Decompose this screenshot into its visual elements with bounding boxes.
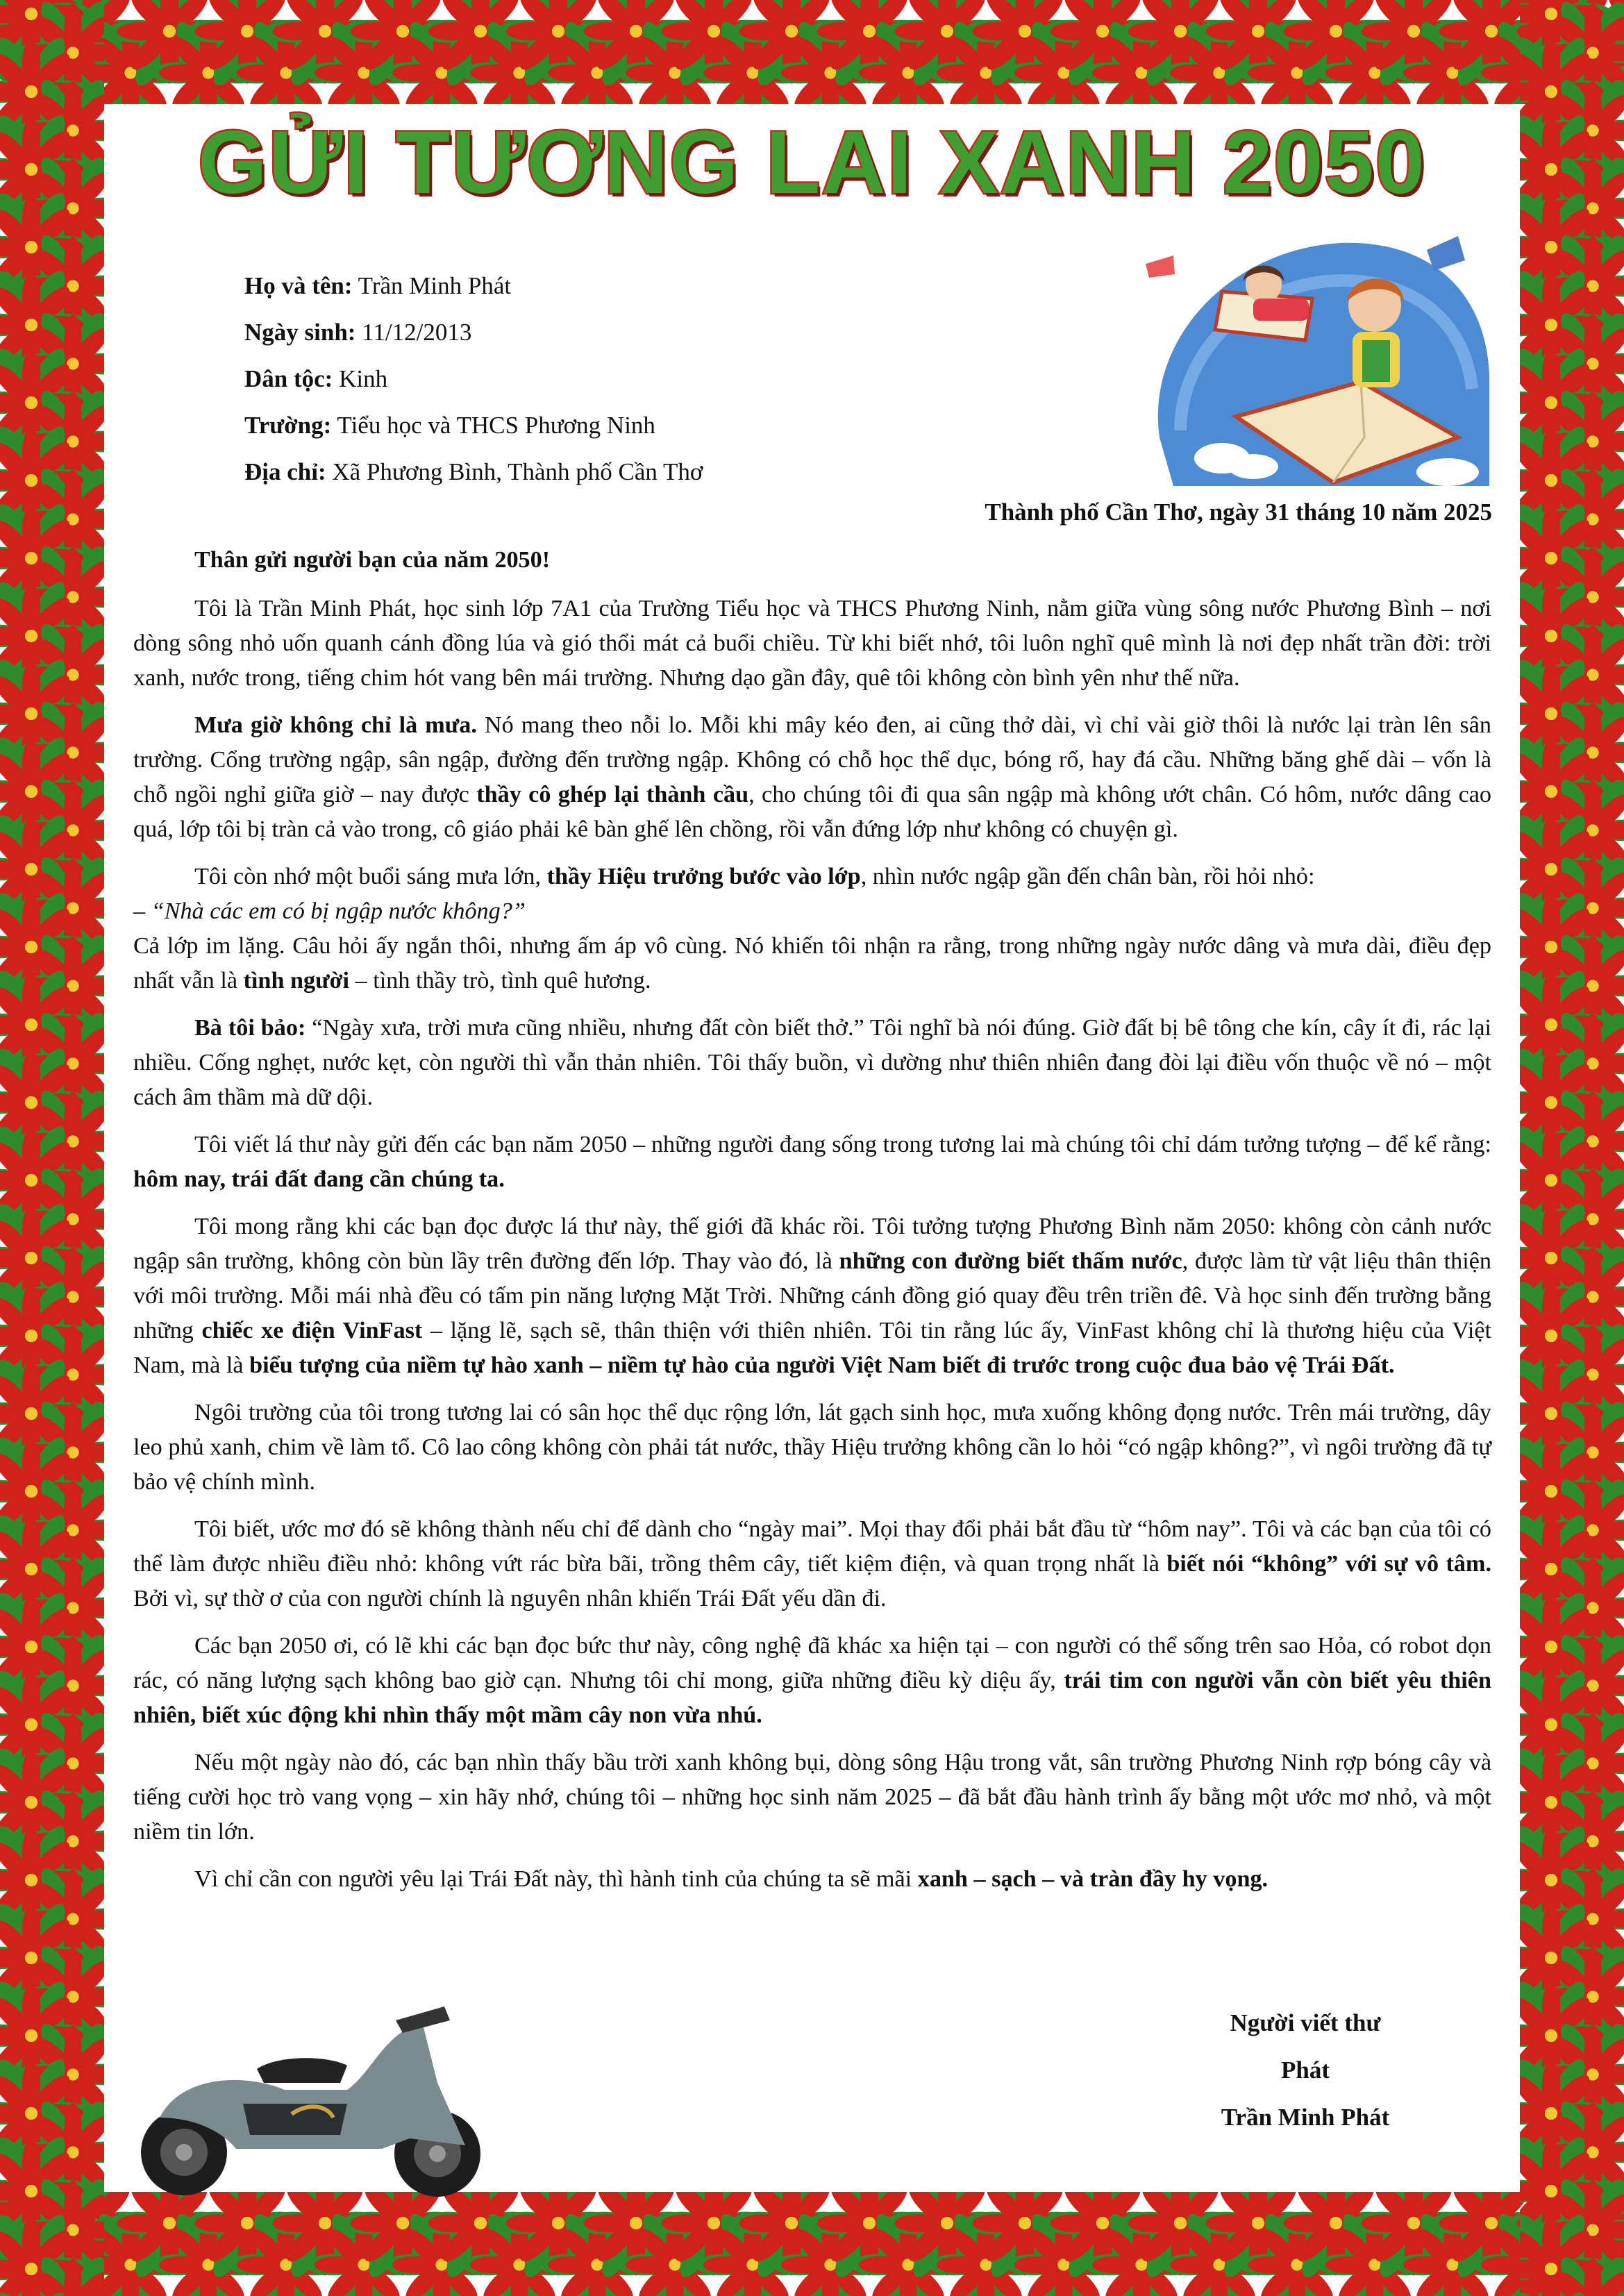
signature-role: Người viết thư: [1230, 2009, 1381, 2036]
electric-scooter-image: [118, 2000, 507, 2208]
info-label: Họ và tên:: [244, 272, 353, 299]
bold-text: Bà tôi bảo:: [194, 1015, 306, 1041]
bold-text: xanh – sạch – và tràn đầy hy vọng.: [917, 1866, 1269, 1892]
children-reading-illustration: [1132, 208, 1493, 500]
info-label: Ngày sinh:: [244, 319, 356, 346]
bold-text: biểu tượng của niềm tự hào xanh – niềm tự hào của người Việt Nam biết đi trước trong cuộc đua bảo vệ Trái Đất.: [249, 1352, 1395, 1378]
text-run: Cả lớp im lặng. Câu hỏi ấy ngắn thôi, nhưng ấm áp vô cùng. Nó khiến tôi nhận ra rằng, trong những ngày nước dâng và mưa dài, điều đẹp nhất vẫn là: [133, 933, 1491, 994]
text-run: – lặng lẽ, sạch sẽ, thân thiện với thiên nhiên. Tôi tin rằng lúc ấy, VinFast không chỉ là thương hiệu của Việt Nam, mà là: [133, 1318, 1491, 1378]
text-run: Tôi viết lá thư này gửi đến các bạn năm 2050 – những người đang sống trong tương lai mà chúng tôi chỉ dám tưởng tượng – để kể rằng:: [194, 1132, 1491, 1157]
bold-text: Mưa giờ không chỉ là mưa.: [194, 712, 477, 738]
letter-paragraph: [133, 1396, 1491, 1500]
text-run: Tôi mong rằng khi các bạn đọc được lá thư này, thế giới đã khác rồi. Tôi tưởng tượng Phương Bình năm 2050: không còn cảnh nước ngập sân trường, không còn bùn lầy trên đường đến lớp. Thay vào đó, là: [133, 1214, 1491, 1274]
text-run: “Ngày xưa, trời mưa cũng nhiều, nhưng đất còn biết thở.” Tôi nghĩ bà nói đúng. Giờ đất bị bê tông che kín, cây ít đi, rác lại nhiều. Cống nghẹt, nước kẹt, còn người thì vẫn thản nhiên. Tôi thấy buồn, vì dường như thiên nhiên đang đòi lại điều vốn thuộc về nó – một cách âm thầm mà dữ dội.: [133, 1015, 1491, 1110]
info-value: Trần Minh Phát: [352, 272, 512, 299]
text-run: Tôi là Trần Minh Phát, học sinh lớp 7A1 của Trường Tiểu học và THCS Phương Ninh, nằm giữa vùng sông nước Phương Bình – nơi dòng sông nhỏ uốn quanh cánh đồng lúa và gió thổi mát cả buổi chiều. Từ khi biết nhớ, tôi luôn nghĩ quê mình là nơi đẹp nhất trần đời: trời xanh, nước trong, tiếng chim hót vang bên mái trường. Nhưng dạo gần đây, quê tôi không còn bình yên như thế nữa.: [133, 596, 1491, 691]
personal-info: [244, 262, 703, 495]
text-run: Các bạn 2050 ơi, có lẽ khi các bạn đọc bức thư này, công nghệ đã khác xa hiện tại – con người có thể sống trên sao Hỏa, có robot dọn rác, có năng lượng sạch không bao giờ cạn. Nhưng tôi chỉ mong, giữa những điều kỳ diệu ấy,: [133, 1633, 1491, 1693]
info-label: Dân tộc:: [244, 365, 333, 392]
text-run: , được làm từ vật liệu thân thiện với môi trường. Mỗi mái nhà đều có tấm pin năng lượng Mặt Trời. Những cánh đồng gió quay đều trên triền đê. Và học sinh đến trường bằng những: [133, 1248, 1491, 1343]
bold-text: thầy cô ghép lại thành cầu: [476, 782, 749, 807]
text-run: –: [133, 898, 151, 924]
flower-border-right: [1520, 0, 1624, 2296]
letter-date: Thành phố Cần Thơ, ngày 31 tháng 10 năm 2025: [985, 498, 1492, 526]
info-value: Kinh: [333, 365, 388, 392]
bold-text: trái tim con người vẫn còn biết yêu thiên nhiên, biết xúc động khi nhìn thấy một mầm cây non vừa nhú.: [133, 1668, 1491, 1728]
letter-paragraph: [133, 1209, 1491, 1383]
text-run: Ngôi trường của tôi trong tương lai có sân học thể dục rộng lớn, lát gạch sinh học, mưa xuống không đọng nước. Trên mái trường, dây leo phủ xanh, chim về làm tổ. Cô lao công không còn phải tát nước, thầy Hiệu trưởng không cần lo hỏi “có ngập không?”, vì ngôi trường đã tự bảo vệ chính mình.: [133, 1400, 1491, 1495]
info-row: [244, 262, 703, 309]
info-row: [244, 449, 703, 495]
bold-text: chiếc xe điện VinFast: [201, 1318, 423, 1343]
info-value: 11/12/2013: [355, 319, 472, 346]
info-label: Trường:: [244, 412, 332, 439]
signature-short-name: Phát: [1281, 2056, 1330, 2084]
italic-text: “Nhà các em có bị ngập nước không?”: [151, 898, 526, 924]
bold-text: hôm nay, trái đất đang cần chúng ta.: [133, 1166, 505, 1192]
signature-block: [1180, 2000, 1430, 2141]
bold-text: biết nói “không” với sự vô tâm.: [1166, 1551, 1491, 1577]
letter-paragraphs: [133, 592, 1491, 1897]
flower-border-left: [0, 0, 104, 2296]
info-value: Xã Phương Bình, Thành phố Cần Thơ: [326, 458, 703, 485]
letter-paragraph: [133, 1011, 1491, 1115]
text-run: – tình thầy trò, tình quê hương.: [349, 968, 651, 994]
letter-greeting: Thân gửi người bạn của năm 2050!: [194, 547, 551, 573]
info-row: [244, 402, 703, 449]
text-run: Tôi biết, ước mơ đó sẽ không thành nếu chỉ để dành cho “ngày mai”. Mọi thay đổi phải bắt đầu từ “hôm nay”. Tôi và các bạn của tôi có thể làm được nhiều điều nhỏ: không vứt rác bừa bãi, trồng thêm cây, tiết kiệm điện, và quan trọng nhất là: [133, 1516, 1491, 1577]
letter-paragraph: [133, 860, 1491, 998]
info-value: Tiểu học và THCS Phương Ninh: [331, 412, 655, 439]
letter-body: [133, 543, 1491, 1909]
letter-paragraph: [133, 1128, 1491, 1197]
text-run: , nhìn nước ngập gần đến chân bàn, rồi hỏi nhỏ:: [860, 864, 1315, 889]
letter-paragraph: [133, 1745, 1491, 1850]
letter-paragraph: [133, 708, 1491, 847]
info-label: Địa chỉ:: [244, 458, 326, 485]
letter-paragraph: [133, 592, 1491, 696]
flower-border-top: [0, 0, 1624, 104]
page-title: GỬI TƯƠNG LAI XANH 2050: [198, 113, 1426, 212]
letter-paragraph: [133, 1862, 1491, 1897]
text-run: Nó mang theo nỗi lo. Mỗi khi mây kéo đen, ai cũng thở dài, vì chỉ vài giờ thôi là nước lại tràn lên sân trường. Cổng trường ngập, sân ngập, đường đến trường ngập. Không có chỗ học thể dục, bóng rổ, hay đá cầu. Những băng ghế dài – vốn là chỗ ngồi nghỉ giữa giờ – nay được: [133, 712, 1492, 807]
text-run: Tôi còn nhớ một buổi sáng mưa lớn,: [194, 864, 547, 889]
bold-text: tình người: [243, 968, 350, 994]
text-run: Bởi vì, sự thờ ơ của con người chính là nguyên nhân khiến Trái Đất yếu dần đi.: [133, 1586, 887, 1611]
info-row: [244, 355, 703, 402]
info-row: [244, 309, 703, 355]
text-run: , cho chúng tôi đi qua sân ngập mà không ướt chân. Có hôm, nước dâng cao quá, lớp tôi bị tràn cả vào trong, cô giáo phải kê bàn ghế lên chồng, rồi vẫn đứng lớp như không có chuyện gì.: [133, 782, 1492, 842]
letter-paragraph: [133, 1512, 1491, 1616]
letter-paragraph: [133, 1629, 1491, 1733]
signature-full-name: Trần Minh Phát: [1221, 2104, 1390, 2131]
bold-text: những con đường biết thấm nước: [839, 1248, 1182, 1274]
bold-text: thầy Hiệu trưởng bước vào lớp: [546, 864, 861, 889]
text-run: Vì chỉ cần con người yêu lại Trái Đất này, thì hành tinh của chúng ta sẽ mãi: [194, 1866, 918, 1892]
text-run: Nếu một ngày nào đó, các bạn nhìn thấy bầu trời xanh không bụi, dòng sông Hậu trong vắt, sân trường Phương Ninh rợp bóng cây và tiếng cười học trò vang vọng – xin hãy nhớ, chúng tôi – những học sinh năm 2025 – đã bắt đầu hành trình ấy bằng một ước mơ nhỏ, và một niềm tin lớn.: [133, 1750, 1491, 1845]
